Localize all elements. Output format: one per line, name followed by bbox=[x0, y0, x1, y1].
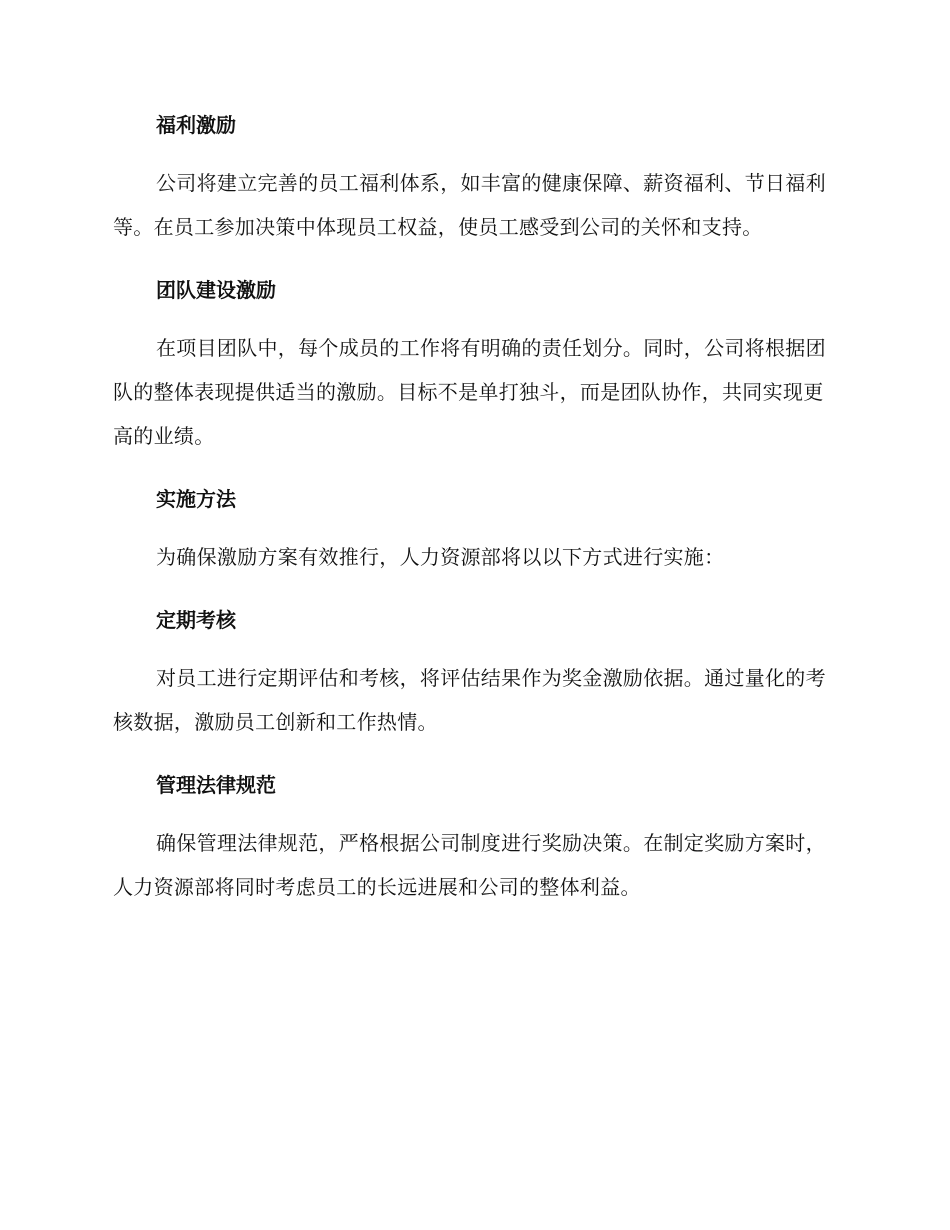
document-page bbox=[113, 110, 833, 935]
section-heading-periodic-review: 定期考核 bbox=[156, 608, 236, 632]
section-heading-implementation: 实施方法 bbox=[156, 487, 236, 511]
section-body-implementation: 为确保激励方案有效推行，人力资源部将以以下方式进行实施： bbox=[156, 545, 725, 569]
section-heading-welfare: 福利激励 bbox=[156, 113, 236, 137]
section-heading-legal-compliance: 管理法律规范 bbox=[156, 773, 276, 797]
section-body-periodic-review: 对员工进行定期评估和考核，将评估结果作为奖金激励依据。通过量化的考核数据，激励员工创新和工作热情。 bbox=[113, 666, 826, 734]
section-body-team-building: 在项目团队中，每个成员的工作将有明确的责任划分。同时，公司将根据团队的整体表现提供适当的激励。目标不是单打独斗，而是团队协作，共同实现更高的业绩。 bbox=[113, 336, 826, 448]
section-body-legal-compliance: 确保管理法律规范，严格根据公司制度进行奖励决策。在制定奖励方案时，人力资源部将同时考虑员工的长远进展和公司的整体利益。 bbox=[113, 831, 826, 899]
section-heading-team-building: 团队建设激励 bbox=[156, 278, 276, 302]
section-body-welfare: 公司将建立完善的员工福利体系，如丰富的健康保障、薪资福利、节日福利等。在员工参加决策中体现员工权益，使员工感受到公司的关怀和支持。 bbox=[113, 171, 826, 239]
